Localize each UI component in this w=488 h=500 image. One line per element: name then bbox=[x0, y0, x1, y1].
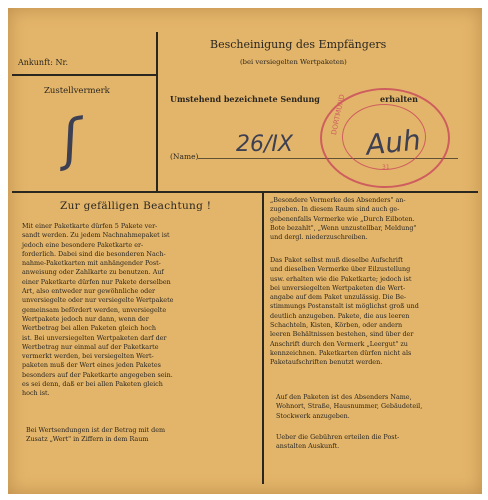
parcel-card bbox=[8, 8, 482, 494]
text-line: Ueber die Gebühren erteilen die Post- bbox=[276, 433, 400, 441]
text-line: besonders auf der Paketkarte angegeben sein. bbox=[22, 370, 173, 379]
postmark-number: 31 bbox=[382, 164, 390, 171]
text-line: einer Paketkarte dürfen nur Pakete derselben bbox=[22, 277, 171, 286]
text-line: Bei Wertsendungen ist der Betrag mit dem bbox=[26, 426, 166, 434]
text-line: forderlich. Dabei sind die besonderen Nach- bbox=[22, 249, 166, 258]
text-line: zugeben. In diesem Raum sind auch ge- bbox=[270, 205, 400, 214]
text-line: Schachteln, Kisten, Körben, oder andern bbox=[270, 321, 403, 330]
text-line: Das Paket selbst muß dieselbe Aufschrift bbox=[270, 256, 403, 264]
text-line: jedoch eine besondere Paketkarte er- bbox=[22, 240, 144, 249]
text-line: unversiegelte oder nur versiegelte Wertpakete bbox=[22, 296, 174, 305]
text-line: Auf den Paketen ist des Absenders Name, bbox=[276, 393, 412, 401]
text-line: Bote bezahlt", „Wenn unzustellbar, Meldung" bbox=[270, 223, 417, 232]
divider-ankunft bbox=[12, 74, 156, 76]
zustellvermerk-label: Zustellvermerk bbox=[44, 86, 110, 96]
text-line: gebenenfalls Vermerke wie „Durch Eilboten. bbox=[270, 214, 415, 223]
text-line: leeren Behältnissen bestehen, sind über der bbox=[270, 330, 414, 339]
text-line: bei unversiegelten Wertpaketen die Wert- bbox=[270, 283, 406, 292]
text-line: Paketaufschriften benutzt werden. bbox=[270, 358, 383, 367]
handwritten-date: 26/IX bbox=[236, 132, 293, 157]
text-line: Mit einer Paketkarte dürfen 5 Pakete ver- bbox=[22, 222, 158, 230]
text-line: kennzeichnen. Paketkarten dürfen nicht als bbox=[270, 348, 412, 357]
text-line: Stockwerk anzugeben. bbox=[276, 411, 350, 420]
handwritten-scribble: ʃ bbox=[57, 107, 85, 172]
notice-right-paragraph-4 bbox=[276, 433, 474, 452]
text-line: gemeinsam befördert werden, unversiegelte bbox=[22, 305, 167, 314]
receipt-title: Bescheinigung des Empfängers bbox=[210, 38, 387, 51]
divider-horizontal-middle bbox=[12, 191, 478, 193]
text-line: ist. Bei unversiegelten Wertpaketen darf der bbox=[22, 333, 167, 342]
text-line: angabe auf dem Paket unzulässig. Die Be- bbox=[270, 293, 407, 302]
notice-heading: Zur gefälligen Beachtung ! bbox=[60, 200, 212, 212]
text-line: Wertbetrag nur einmal auf der Paketkarte bbox=[22, 342, 159, 351]
postmark-stamp bbox=[320, 88, 450, 188]
divider-vertical-bottom bbox=[262, 191, 264, 484]
text-line: Wertbetrag bei allen Paketen gleich hoch bbox=[22, 324, 156, 333]
ankunft-label: Ankunft: Nr. bbox=[18, 58, 68, 67]
text-line: hoch ist. bbox=[22, 389, 50, 398]
notice-left-paragraph-2 bbox=[26, 426, 254, 445]
text-line: Wertpakete jedoch nur dann, wenn der bbox=[22, 314, 149, 323]
text-line: und dieselben Vermerke über Eilzustellung bbox=[270, 265, 411, 274]
receipt-statement-end: erhalten bbox=[380, 94, 418, 104]
text-line: deutlich anzugeben. Pakete, die aus leeren bbox=[270, 311, 410, 320]
text-line: nahme-Paketkarten mit anhängender Post- bbox=[22, 259, 161, 268]
text-line: Wohnort, Straße, Hausnummer, Gebäudeteil, bbox=[276, 402, 423, 411]
text-line: es sei denn, daß er bei allen Paketen gleich bbox=[22, 380, 163, 389]
notice-right-paragraph-3 bbox=[276, 393, 474, 421]
divider-vertical-top bbox=[156, 32, 158, 192]
handwritten-signature: Auh bbox=[364, 123, 423, 162]
text-line: und dergl. niederzuschreiben. bbox=[270, 233, 368, 242]
notice-right-paragraph-1 bbox=[270, 196, 474, 242]
text-line: anweisung oder Zahlkarte zu benutzen. Auf bbox=[22, 268, 164, 277]
receipt-statement-start: Umstehend bezeichnete Sendung bbox=[170, 94, 320, 104]
text-line: stimmungs Postanstalt ist möglichst groß und bbox=[270, 302, 419, 311]
notice-right-paragraph-2 bbox=[270, 256, 474, 368]
text-line: usw. erhalten wie die Paketkarte; jedoch ist bbox=[270, 274, 412, 283]
notice-left-paragraph-1 bbox=[22, 222, 254, 399]
text-line: paketen muß der Wert eines jeden Paketes bbox=[22, 361, 161, 370]
text-line: Zusatz „Wert" in Ziffern in dem Raum bbox=[26, 435, 149, 444]
text-line: Anschrift durch den Vermerk „Leergut" zu bbox=[270, 339, 408, 348]
receipt-subtitle: (bei versiegelten Wertpaketen) bbox=[240, 58, 347, 66]
text-line: „Besondere Vermerke des Absenders" an- bbox=[270, 196, 406, 204]
postmark-inner-ring bbox=[342, 104, 426, 170]
receipt-name-label: (Name) bbox=[170, 152, 199, 161]
text-line: anstalten Auskunft. bbox=[276, 442, 340, 451]
text-line: Art, also entweder nur gewöhnliche oder bbox=[22, 287, 156, 296]
text-line: vermerkt werden, bei versiegelten Wert- bbox=[22, 352, 154, 361]
text-line: sandt werden. Zu jedem Nachnahmepaket ist bbox=[22, 231, 170, 240]
postmark-text: DORTMUND bbox=[330, 93, 347, 136]
